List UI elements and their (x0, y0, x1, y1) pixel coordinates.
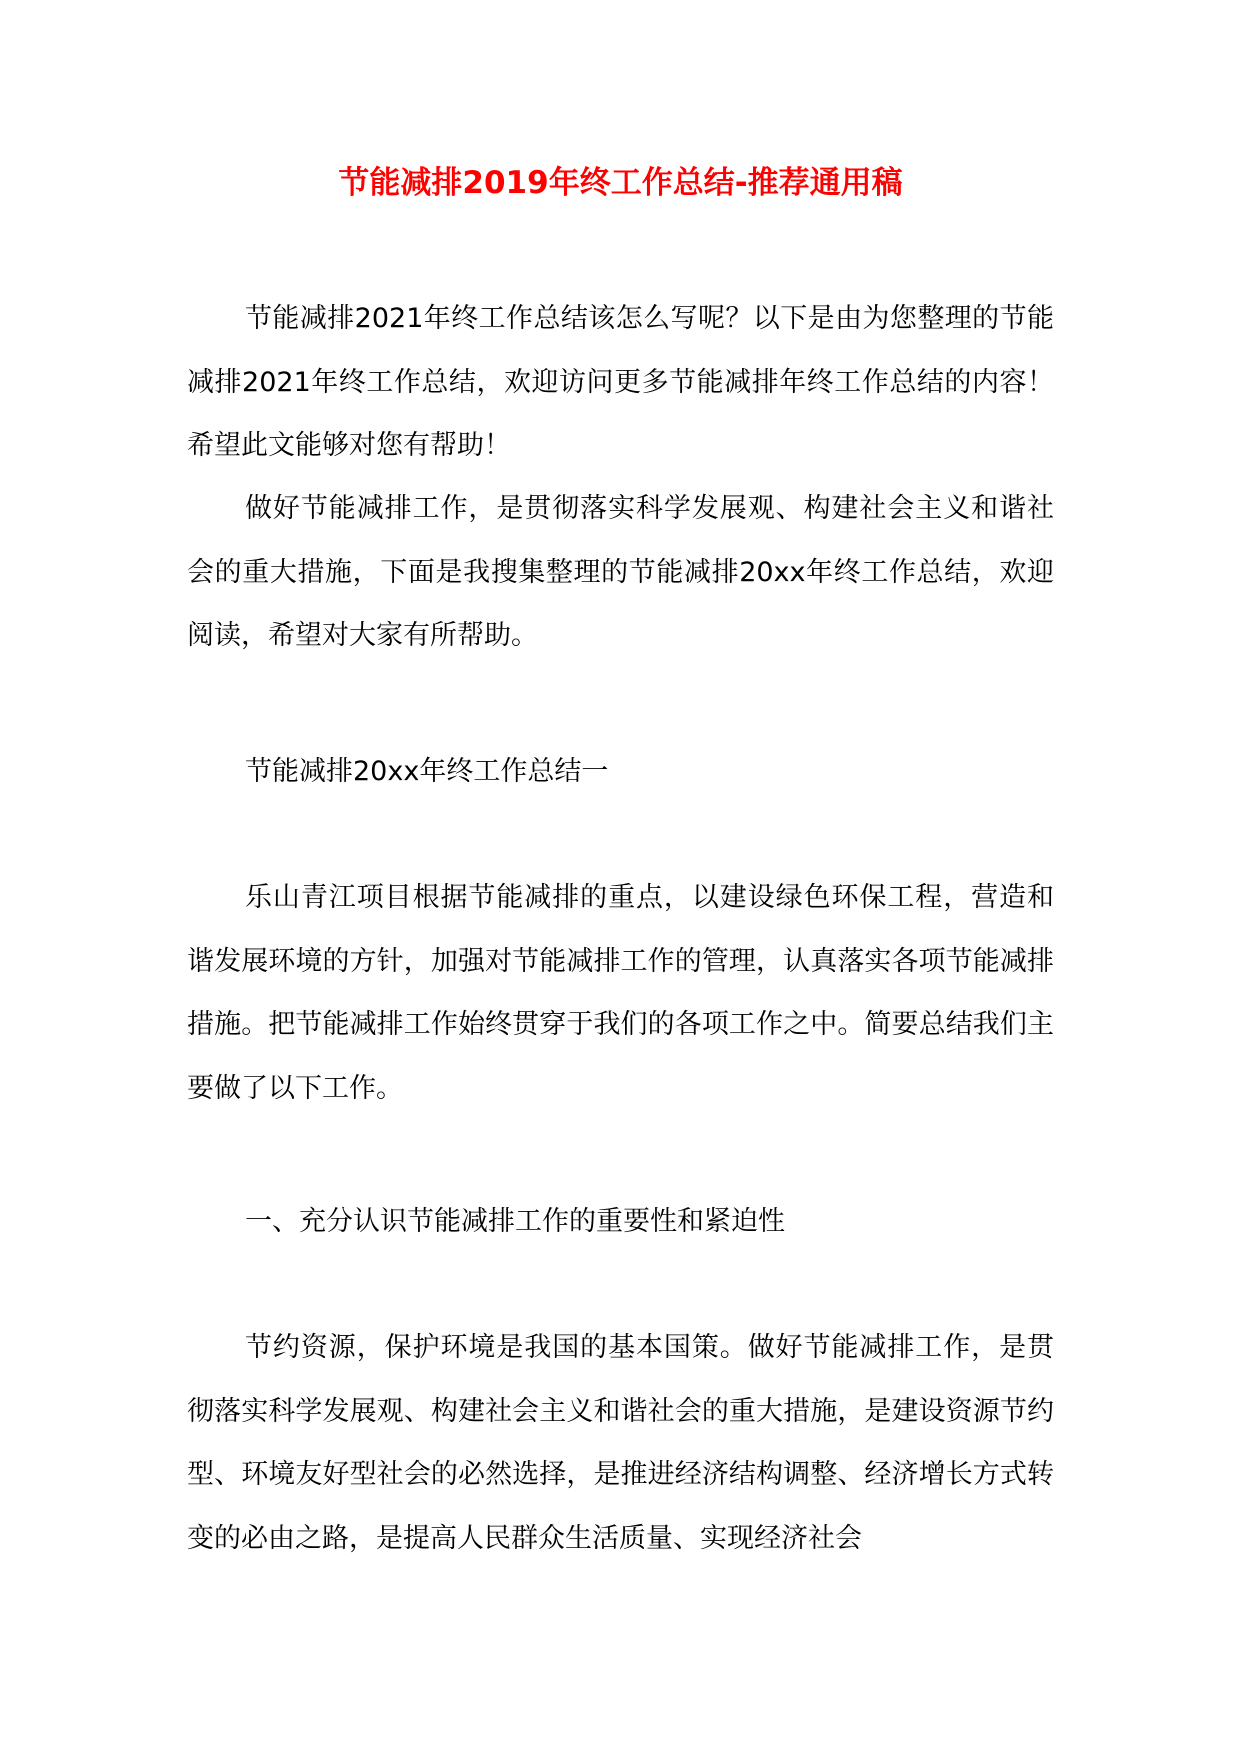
section-heading-importance: 一、充分认识节能减排工作的重要性和紧迫性 (245, 1206, 785, 1237)
section-heading-summary-one: 节能减排20xx年终工作总结一 (245, 756, 609, 787)
paragraph-resource-saving: 节约资源，保护环境是我国的基本国策。做好节能减排工作，是贯彻落实科学发展观、构建社会主义和谐社会的重大措施，是建设资源节约型、环境友好型社会的必然选择，是推进经济结构调整、经济增长方式转变的必由之路，是提高人民群众生活质量、实现经济社会 (187, 1332, 1054, 1554)
document-title: 节能减排2019年终工作总结-推荐通用稿 (338, 165, 903, 201)
paragraph-project-overview: 乐山青江项目根据节能减排的重点，以建设绿色环保工程，营造和谐发展环境的方针，加强对节能减排工作的管理，认真落实各项节能减排措施。把节能减排工作始终贯穿于我们的各项工作之中。简要总结我们主要做了以下工作。 (187, 882, 1054, 1104)
paragraph-intro: 节能减排2021年终工作总结该怎么写呢？以下是由为您整理的节能减排2021年终工作总结，欢迎访问更多节能减排年终工作总结的内容！希望此文能够对您有帮助！ (187, 303, 1054, 461)
paragraph-background: 做好节能减排工作，是贯彻落实科学发展观、构建社会主义和谐社会的重大措施，下面是我搜集整理的节能减排20xx年终工作总结，欢迎阅读，希望对大家有所帮助。 (187, 493, 1054, 651)
